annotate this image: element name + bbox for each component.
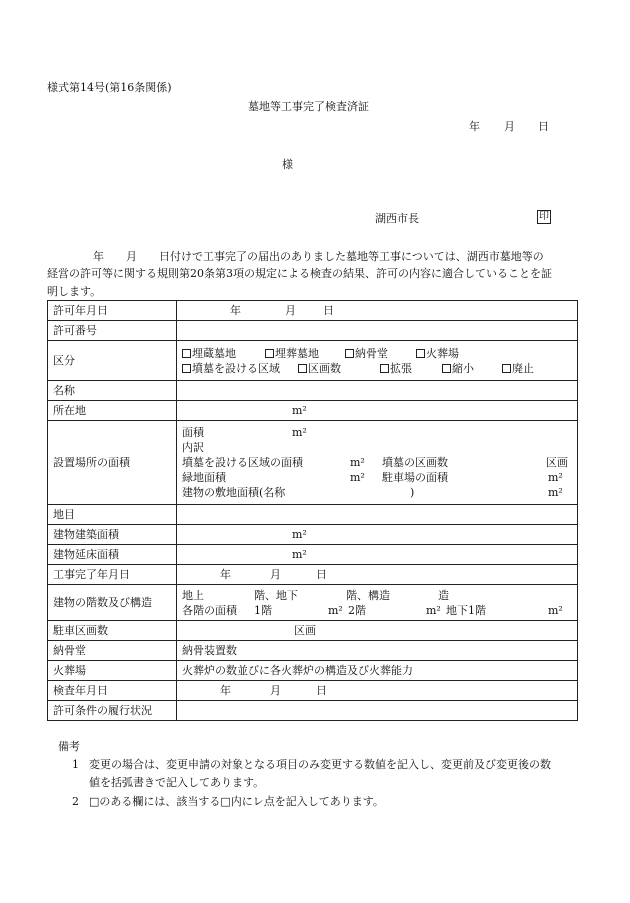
building-site-close-paren: ) <box>410 486 415 499</box>
label-ossuary: 納骨堂 <box>48 641 177 661</box>
seal-mark: 印 <box>539 211 549 222</box>
label-name: 名称 <box>48 381 177 401</box>
checkbox-icon <box>182 349 191 358</box>
row-category <box>48 341 578 381</box>
row-permit-number <box>48 321 578 341</box>
value-conditions[interactable] <box>177 701 578 721</box>
inspection-table <box>47 300 578 721</box>
row-name <box>48 381 578 401</box>
issuer-name: 湖西市長 <box>375 212 419 225</box>
notes-heading: 備考 <box>58 740 80 753</box>
value-category <box>177 341 578 381</box>
note-2-number: 2 <box>72 795 79 808</box>
checkbox-plot-count[interactable]: 区画数 <box>298 362 341 375</box>
value-building-area[interactable] <box>177 525 578 545</box>
row-floor-area <box>48 545 578 565</box>
floor-area-unit: m² <box>292 548 307 561</box>
building-area-unit: m² <box>292 528 307 541</box>
row-parking-spaces <box>48 621 578 641</box>
issue-date-year: 年 <box>469 120 480 133</box>
label-permit-date: 許可年月日 <box>48 301 177 321</box>
value-crematorium[interactable]: 火葬炉の数並びに各火葬炉の構造及び火葬能力 <box>177 661 578 681</box>
green-area-label: 緑地面積 <box>182 471 226 484</box>
row-inspection-date <box>48 681 578 701</box>
above-ground-label: 地上 <box>182 588 204 602</box>
form-number: 様式第14号(第16条関係) <box>47 81 172 94</box>
label-floor-area: 建物延床面積 <box>48 545 177 565</box>
issue-date-day: 日 <box>538 120 549 133</box>
note-1-number: 1 <box>72 758 79 771</box>
checkbox-icon <box>442 364 451 373</box>
checkbox-icon <box>265 349 274 358</box>
row-floors-structure <box>48 585 578 621</box>
checkbox-icon <box>416 349 425 358</box>
permit-year: 年 <box>230 304 241 317</box>
label-conditions: 許可条件の履行状況 <box>48 701 177 721</box>
label-crematorium: 火葬場 <box>48 661 177 681</box>
row-completion-date <box>48 565 578 585</box>
parking-area-unit: m² <box>548 471 563 484</box>
addressee-suffix: 様 <box>282 158 293 171</box>
checkbox-ossuary[interactable]: 納骨堂 <box>345 347 388 360</box>
row-land-category <box>48 505 578 525</box>
row-ossuary <box>48 641 578 661</box>
label-land-category: 地目 <box>48 505 177 525</box>
label-floors-structure: 建物の階数及び構造 <box>48 585 177 621</box>
checkbox-burial-ground[interactable]: 埋蔵墓地 <box>182 347 236 360</box>
label-location: 所在地 <box>48 401 177 421</box>
label-category: 区分 <box>48 341 177 381</box>
value-site-area[interactable] <box>177 421 578 505</box>
note-1-line-1: 変更の場合は、変更申請の対象となる項目のみ変更する数値を記入し、変更前及び変更後の数 <box>89 758 551 771</box>
inspection-year: 年 <box>220 684 231 697</box>
first-floor-label: 1階 <box>254 603 272 617</box>
breakdown-label: 内訳 <box>182 441 204 454</box>
grave-zone-area-unit: m² <box>350 456 365 469</box>
permit-day: 日 <box>323 304 334 317</box>
body-line-3: 明します。 <box>47 285 102 298</box>
floors-below-label: 階、地下 <box>254 588 298 602</box>
note-2-text: □のある欄には、該当する□内にレ点を記入してあります。 <box>89 795 384 808</box>
basement-first-label: 地下1階 <box>446 603 486 617</box>
checkbox-reduction[interactable]: 縮小 <box>442 362 474 375</box>
row-site-area <box>48 421 578 505</box>
row-conditions <box>48 701 578 721</box>
completion-year: 年 <box>220 568 231 581</box>
label-parking-spaces: 駐車区画数 <box>48 621 177 641</box>
note-1-line-2: 値を括弧書きで記入してあります。 <box>89 776 265 789</box>
area-label: 面積 <box>182 426 204 439</box>
floor-areas-label: 各階の面積 <box>182 603 237 617</box>
value-completion-date[interactable] <box>177 565 578 585</box>
checkbox-interment-ground[interactable]: 埋葬墓地 <box>265 347 319 360</box>
value-floor-area[interactable] <box>177 545 578 565</box>
body-line-1: 年 月 日付けで工事完了の届出のありました墓地等工事については、湖西市墓地等の <box>93 250 544 263</box>
checkbox-abolition[interactable]: 廃止 <box>502 362 534 375</box>
label-completion-date: 工事完了年月日 <box>48 565 177 585</box>
parking-area-label: 駐車場の面積 <box>382 471 448 484</box>
value-location[interactable] <box>177 401 578 421</box>
row-location <box>48 401 578 421</box>
structure-suffix: 造 <box>438 588 449 602</box>
second-floor-unit: m² <box>426 603 441 617</box>
parking-spaces-unit: 区画 <box>294 624 316 637</box>
value-inspection-date[interactable] <box>177 681 578 701</box>
checkbox-crematorium[interactable]: 火葬場 <box>416 347 459 360</box>
value-parking-spaces[interactable] <box>177 621 578 641</box>
issue-date-month: 月 <box>504 120 515 133</box>
checkbox-icon <box>502 364 511 373</box>
row-building-area <box>48 525 578 545</box>
checkbox-expansion[interactable]: 拡張 <box>380 362 412 375</box>
checkbox-grave-zone[interactable]: 墳墓を設ける区域 <box>182 362 280 375</box>
floors-structure-label: 階、構造 <box>346 588 390 602</box>
label-building-area: 建物建築面積 <box>48 525 177 545</box>
checkbox-icon <box>380 364 389 373</box>
value-ossuary[interactable]: 納骨装置数 <box>177 641 578 661</box>
value-permit-number[interactable] <box>177 321 578 341</box>
document-title: 墓地等工事完了検査済証 <box>248 100 369 113</box>
value-permit-date[interactable] <box>177 301 578 321</box>
checkbox-icon <box>298 364 307 373</box>
basement-first-unit: m² <box>548 603 563 617</box>
value-name[interactable] <box>177 381 578 401</box>
grave-zone-area-label: 墳墓を設ける区域の面積 <box>182 456 303 469</box>
checkbox-icon <box>182 364 191 373</box>
row-permit-date <box>48 301 578 321</box>
label-inspection-date: 検査年月日 <box>48 681 177 701</box>
green-area-unit: m² <box>350 471 365 484</box>
row-crematorium <box>48 661 578 681</box>
label-permit-number: 許可番号 <box>48 321 177 341</box>
location-unit: m² <box>292 404 307 417</box>
inspection-day: 日 <box>316 684 327 697</box>
first-floor-unit: m² <box>328 603 343 617</box>
building-site-area-unit: m² <box>548 486 563 499</box>
value-land-category[interactable] <box>177 505 578 525</box>
grave-plot-unit: 区画 <box>546 456 568 469</box>
body-line-2: 経営の許可等に関する規則第20条第3項の規定による検査の結果、許可の内容に適合していることを証 <box>47 267 552 280</box>
completion-month: 月 <box>270 568 281 581</box>
inspection-month: 月 <box>270 684 281 697</box>
completion-day: 日 <box>316 568 327 581</box>
value-floors-structure[interactable] <box>177 585 578 621</box>
checkbox-icon <box>345 349 354 358</box>
area-unit: m² <box>292 426 307 439</box>
label-site-area: 設置場所の面積 <box>48 421 177 505</box>
building-site-area-label: 建物の敷地面積(名称 <box>182 486 286 499</box>
grave-plot-label: 墳墓の区画数 <box>382 456 448 469</box>
permit-month: 月 <box>285 304 296 317</box>
second-floor-label: 2階 <box>348 603 366 617</box>
